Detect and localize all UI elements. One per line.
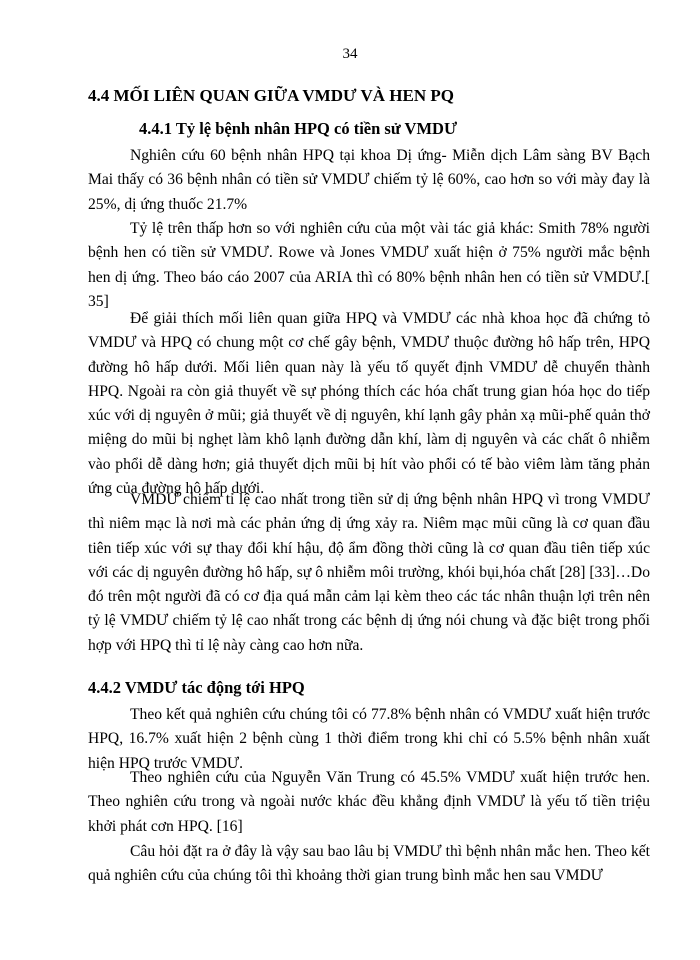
page-number: 34: [342, 46, 358, 62]
paragraph: Để giải thích mối liên quan giữa HPQ và VMDƯ các nhà khoa học đã chứng tỏ VMDƯ và HPQ có chung một cơ chế gây bệnh, VMDƯ thuộc đường hô hấp trên, HPQ đường hô hấp dưới. Mối liên quan này là yếu tố quyết định VMDƯ dễ chuyển thành HPQ. Ngoài ra còn giả thuyết về sự phóng thích các hóa chất trung gian hóa học do tiếp xúc với dị nguyên ở mũi; giả thuyết về dị nguyên, khí lạnh gây phản xạ mũi-phế quản thở miệng do mũi bị nghẹt làm khô lạnh đường dẫn khí, làm dị nguyên và các chất ô nhiễm vào phổi dễ dàng hơn; giả thuyết dịch mũi bị hít vào phổi có tế bào viêm làm tăng phản ứng của đường hô hấp dưới.: [88, 310, 650, 498]
paragraph: Câu hỏi đặt ra ở đây là vậy sau bao lâu bị VMDƯ thì bệnh nhân mắc hen. Theo kết quả nghiên cứu của chúng tôi thì khoảng thời gian trung bình mắc hen sau VMDƯ: [88, 843, 650, 885]
paragraph: VMDƯ chiếm tỉ lệ cao nhất trong tiền sử dị ứng bệnh nhân HPQ vì trong VMDƯ thì niêm mạc là nơi mà các phản ứng dị ứng xảy ra. Niêm mạc mũi cũng là cơ quan đầu tiên tiếp xúc với sự thay đổi khí hậu, độ ẩm đồng thời cũng là cơ quan đầu tiên tiếp xúc với các dị nguyên đường hô hấp, sự ô nhiễm môi trường, khói bụi,hóa chất [28] [33]…Do đó trên một người đã có cơ địa quá mẫn cảm lại kèm theo các tác nhân thuận lợi trên nên tỷ lệ VMDƯ chiếm tỷ lệ cao nhất trong các bệnh dị ứng nói chung và đặc biệt trong phối hợp với HPQ thì tỉ lệ này càng cao hơn nữa.: [88, 491, 650, 654]
paragraph: Nghiên cứu 60 bệnh nhân HPQ tại khoa Dị ứng- Miễn dịch Lâm sàng BV Bạch Mai thấy có 36 bệnh nhân có tiền sử VMDƯ chiếm tỷ lệ 60%, cao hơn so với mày đay là 25%, dị ứng thuốc 21.7%: [88, 147, 650, 213]
paragraph: Tỷ lệ trên thấp hơn so với nghiên cứu của một vài tác giả khác: Smith 78% người bệnh hen có tiền sử VMDƯ. Rowe và Jones VMDƯ xuất hiện ở 75% người mắc bệnh hen dị ứng. Theo báo cáo 2007 của ARIA thì có 80% bệnh nhân hen có tiền sử VMDƯ.[ 35]: [88, 220, 650, 310]
section-heading: 4.4 MỐI LIÊN QUAN GIỮA VMDƯ VÀ HEN PQ: [88, 86, 454, 105]
subsection-heading-4-4-2: 4.4.2 VMDƯ tác động tới HPQ: [88, 678, 305, 697]
subsection-heading-4-4-1: 4.4.1 Tỷ lệ bệnh nhân HPQ có tiền sử VMDƯ: [139, 119, 458, 138]
paragraph: Theo kết quả nghiên cứu chúng tôi có 77.8% bệnh nhân có VMDƯ xuất hiện trước HPQ, 16.7% xuất hiện 2 bệnh cùng 1 thời điểm trong khi chỉ có 5.5% bệnh nhân xuất hiện HPQ trước VMDƯ.: [88, 706, 650, 772]
paragraph: Theo nghiên cứu của Nguyễn Văn Trung có 45.5% VMDƯ xuất hiện trước hen. Theo nghiên cứu trong và ngoài nước khác đều khẳng định VMDƯ là yếu tố tiền triệu khởi phát cơn HPQ. [16]: [88, 769, 650, 835]
